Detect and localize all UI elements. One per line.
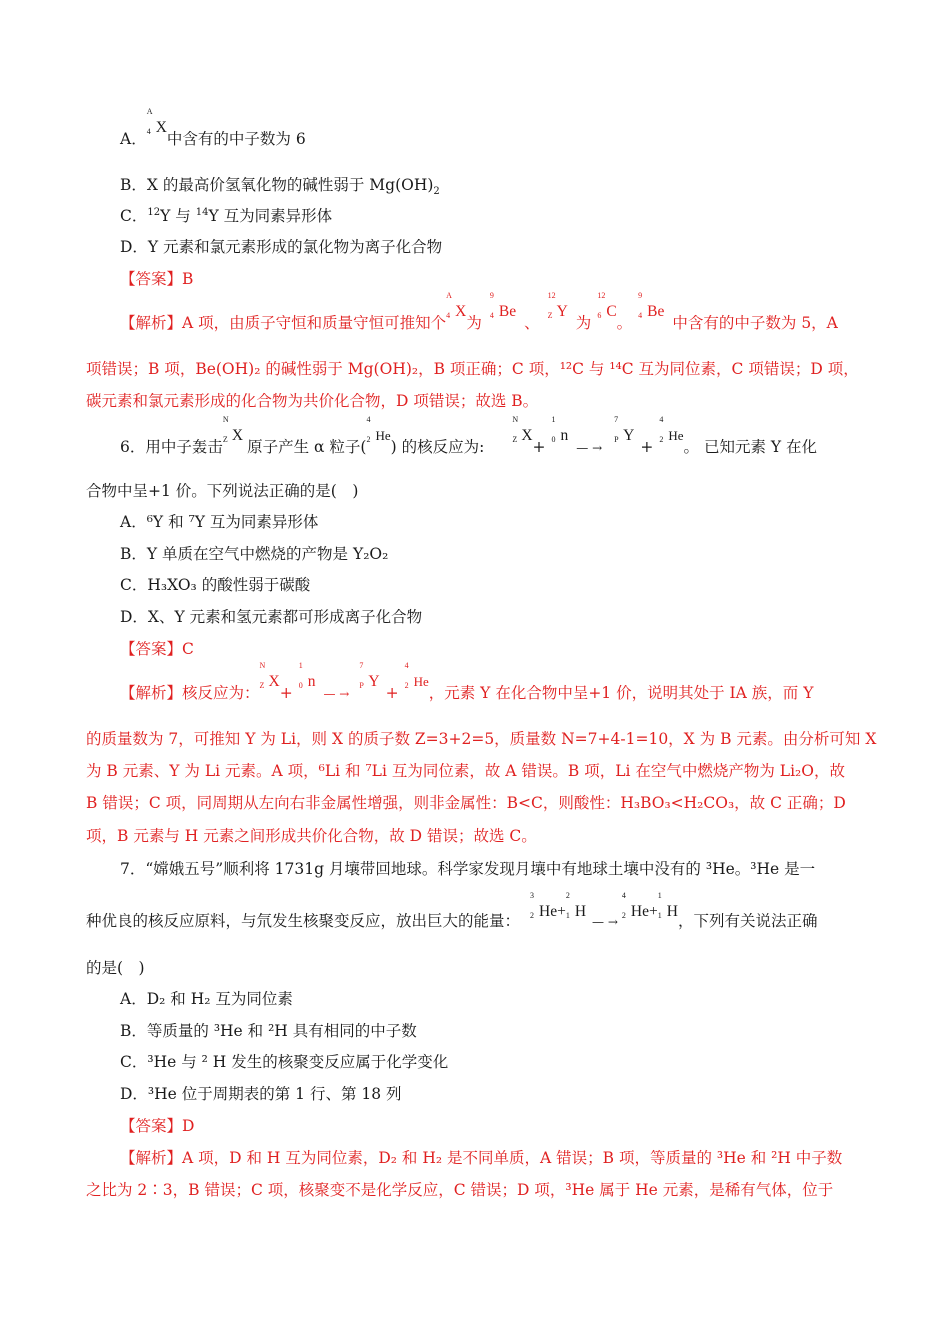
q6-explanation-line5: 项，B 元素与 H 元素之间形成共价化合物，故 D 错误；故选 C。: [86, 827, 537, 845]
mass-number: A: [146, 107, 153, 116]
element-symbol: He+: [539, 903, 566, 920]
atomic-number: 4: [146, 127, 151, 136]
element-symbol: H: [666, 903, 678, 920]
atomic-number: 2: [366, 435, 371, 444]
q5-explanation-line1: 【解析】A 项，由质子守恒和质量守恒可推知个 A 4 X为 9 4 Be、 12 Z Y为 12 6 C。 9 4 Be中含有的中子数为 5，A: [120, 291, 838, 332]
q7-option-d: D．³He 位于周期表的第 1 行、第 18 列: [120, 1085, 402, 1103]
atomic-number: 4: [489, 311, 494, 320]
nuclide-he: [659, 415, 684, 447]
element-symbol: Y: [556, 303, 568, 320]
mass-number: 7: [614, 415, 619, 424]
q5-option-d: D．Y 元素和氯元素形成的氯化物为离子化合物: [120, 238, 443, 256]
nuclide-y: [614, 415, 635, 447]
q6-explanation-line4: B 错误；C 项，同周期从左向右非金属性增强，则非金属性：B<C，则酸性：H₃BO₃<H₂CO₃，故 C 正确；D: [86, 794, 846, 812]
mass-number: 9: [489, 291, 494, 300]
element-symbol: He: [413, 674, 429, 689]
atomic-number: 2: [659, 435, 664, 444]
mass-number: A: [446, 291, 452, 300]
nuclide-he4: [621, 891, 658, 923]
element-symbol: n: [307, 673, 316, 690]
element-symbol: X: [155, 119, 167, 136]
atomic-number: Z: [547, 311, 553, 320]
element-symbol: X: [455, 303, 467, 320]
element-symbol: X: [231, 427, 244, 444]
nuclide-h2: [565, 891, 587, 923]
element-symbol: n: [560, 427, 569, 444]
q6-option-d: D．X、Y 元素和氢元素都可形成离子化合物: [120, 608, 423, 626]
nuclide-be: [638, 291, 665, 323]
mass-number: 9: [638, 291, 643, 300]
nuclide-n: [298, 661, 316, 693]
q6-option-b: B．Y 单质在空气中燃烧的产物是 Y₂O₂: [120, 545, 389, 563]
q6-explanation-line2: 的质量数为 7，可推知 Y 为 Li，则 X 的质子数 Z=3+2=5，质量数 N=7+4-1=10，X 为 B 元素。由分析可知 X: [86, 730, 877, 748]
atomic-number: 4: [638, 311, 643, 320]
nuclide-h1: [657, 891, 678, 923]
mass-number: 12: [547, 291, 556, 300]
element-symbol: X: [521, 427, 533, 444]
q6-option-c: C．H₃XO₃ 的酸性弱于碳酸: [120, 576, 311, 594]
mass-number: 4: [366, 415, 371, 424]
mass-number: 4: [659, 415, 664, 424]
mass-number: 4: [404, 661, 409, 670]
atomic-number: 2: [530, 911, 535, 920]
atomic-number: 2: [621, 911, 626, 920]
nuclide-be: [489, 291, 517, 323]
element-symbol: Y: [623, 427, 635, 444]
element-symbol: Be: [498, 303, 517, 320]
nuclide-x: [446, 291, 467, 323]
q5-option-a: A． A 4 X中含有的中子数为 6: [120, 107, 306, 148]
q7-stem-line2: 种优良的核反应原料，与氘发生核聚变反应，放出巨大的能量： 3 2 He+ 2 1 H— → 4 2 He+ 1 1 H，下列有关说法正确: [86, 891, 818, 930]
nuclide-he: [366, 415, 391, 447]
atomic-number: Z: [222, 435, 228, 444]
atomic-number: 4: [446, 311, 451, 320]
element-symbol: He+: [630, 903, 658, 920]
q5-answer: 【答案】B: [120, 270, 194, 288]
nuclide-x: [259, 661, 280, 693]
mass-number: 4: [621, 891, 626, 900]
nuclide-he: [404, 661, 429, 693]
nuclide-n: [551, 415, 569, 447]
mass-number: 1: [298, 661, 303, 670]
q5-option-c: C．$^{12}$Y 与 $^{14}$Y 互为同素异形体: [120, 206, 333, 225]
q5-option-b: B．X 的最高价氢氧化物的碱性弱于 $Mg(OH)_2$: [120, 176, 440, 198]
mass-number: N: [222, 415, 229, 424]
nuclide-c: [597, 291, 617, 323]
q7-explanation-line1: 【解析】A 项，D 和 H 互为同位素，D₂ 和 H₂ 是不同单质，A 错误；B 项，等质量的 ³He 和 ²H 中子数: [120, 1149, 843, 1167]
mass-number: 2: [565, 891, 570, 900]
element-symbol: X: [268, 673, 280, 690]
mass-number: N: [512, 415, 519, 424]
q7-option-c: C．³He 与 ² H 发生的核聚变反应属于化学变化: [120, 1053, 449, 1071]
mass-number: 1: [657, 891, 662, 900]
q7-stem-line3: 的是( ): [86, 959, 145, 977]
q5-explanation-line2: 项错误；B 项，Be(OH)₂ 的碱性弱于 Mg(OH)₂，B 项正确；C 项，¹²C 与 ¹⁴C 互为同位素，C 项错误；D 项，: [86, 360, 859, 378]
atomic-number: P: [614, 435, 619, 444]
element-symbol: C: [606, 303, 617, 320]
atomic-number: 0: [551, 435, 556, 444]
q7-answer: 【答案】D: [120, 1117, 195, 1135]
mass-number: 1: [551, 415, 556, 424]
q6-stem-line2: 合物中呈+1 价。下列说法正确的是( ): [86, 482, 359, 500]
nuclide-x: [222, 415, 244, 447]
element-symbol: Be: [647, 303, 665, 320]
atomic-number: Z: [259, 681, 265, 690]
mass-number: 12: [597, 291, 606, 300]
element-symbol: Y: [368, 673, 380, 690]
nuclide-x: [146, 107, 167, 139]
mass-number: N: [259, 661, 266, 670]
element-symbol: He: [668, 428, 684, 443]
atomic-number: 2: [404, 681, 409, 690]
atomic-number: Z: [512, 435, 518, 444]
nuclide-y: [359, 661, 380, 693]
q7-stem-line1: 7．“嫦娥五号”顺利将 1731g 月壤带回地球。科学家发现月壤中有地球土壤中没有的 ³He。³He 是一: [120, 860, 816, 878]
q7-explanation-line2: 之比为 2∶3，B 错误；C 项，核聚变不是化学反应，C 错误；D 项，³He 属于 He 元素，是稀有气体，位于: [86, 1181, 834, 1199]
q6-answer: 【答案】C: [120, 640, 194, 658]
q7-option-b: B．等质量的 ³He 和 ²H 具有相同的中子数: [120, 1022, 417, 1040]
nuclide-x: [512, 415, 533, 447]
atomic-number: 0: [298, 681, 303, 690]
mass-number: 3: [530, 891, 535, 900]
atomic-number: 6: [597, 311, 602, 320]
atomic-number: 1: [657, 911, 662, 920]
atomic-number: 1: [565, 911, 570, 920]
nuclide-y: [547, 291, 568, 323]
q6-option-a: A．⁶Y 和 ⁷Y 互为同素异形体: [120, 513, 319, 531]
q6-stem-line1: 6．用中子轰击 N Z X原子产生 α 粒子( 4 2 He) 的核反应为: N Z X+ 1 0 n— → 7 P Y+ 4 2 He。 已知元素 Y 在化: [120, 415, 818, 456]
atomic-number: P: [359, 681, 364, 690]
q5-explanation-line3: 碳元素和氯元素形成的化合物为共价化合物，D 项错误；故选 B。: [86, 392, 539, 410]
mass-number: 7: [359, 661, 364, 670]
element-symbol: H: [574, 903, 587, 920]
element-symbol: He: [375, 428, 391, 443]
q7-option-a: A．D₂ 和 H₂ 互为同位素: [120, 990, 293, 1008]
q6-explanation-line3: 为 B 元素、Y 为 Li 元素。A 项，⁶Li 和 ⁷Li 互为同位素，故 A 错误。B 项，Li 在空气中燃烧产物为 Li₂O，故: [86, 762, 845, 780]
q6-explanation-line1: 【解析】核反应为： N Z X+ 1 0 n— → 7 P Y+ 4 2 He，元素 Y 在化合物中呈+1 价，说明其处于 IA 族，而 Y: [120, 661, 814, 702]
nuclide-he3: [530, 891, 566, 923]
